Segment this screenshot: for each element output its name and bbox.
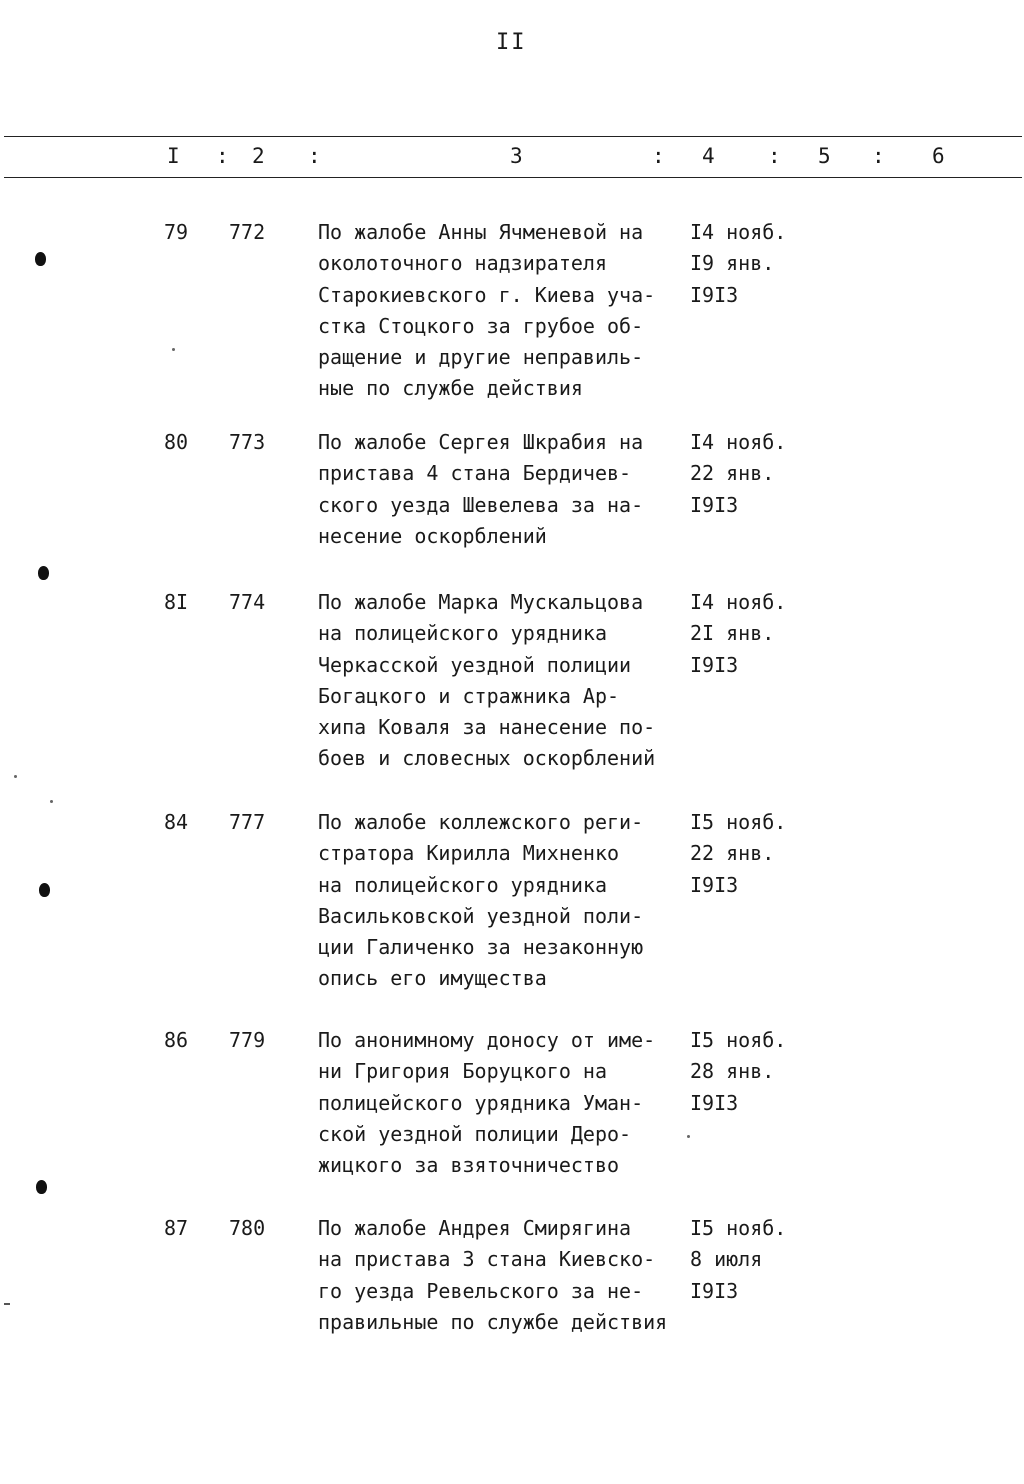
description-line: По жалобе Сергея Шкрабия на <box>318 430 644 454</box>
start-date: I4 нояб. <box>690 430 787 454</box>
start-date: I4 нояб. <box>690 220 787 244</box>
end-date: 2I янв. <box>690 621 775 646</box>
scan-speck <box>14 775 17 778</box>
column-header-2: 2 <box>252 144 265 168</box>
description-line: на пристава 3 стана Киевско- <box>318 1247 656 1272</box>
case-description <box>318 1025 698 1181</box>
column-separator: : <box>872 144 885 168</box>
description-line: ции Галиченко за незаконную <box>318 935 644 960</box>
column-separator: : <box>308 144 321 168</box>
end-date: I9 янв. <box>690 251 775 276</box>
case-dates <box>690 587 820 681</box>
header-rule-bottom <box>4 177 1022 178</box>
case-description <box>318 1213 698 1338</box>
scan-speck <box>172 348 175 351</box>
header-rule-top <box>4 136 1022 137</box>
description-line: опись его имущества <box>318 966 547 991</box>
year: I9I3 <box>690 652 739 677</box>
end-date: 28 янв. <box>690 1059 775 1084</box>
description-line: Васильковской уездной поли- <box>318 903 644 928</box>
end-date: 22 янв. <box>690 841 775 866</box>
binding-hole <box>38 566 49 580</box>
description-line: ни Григория Боруцкого на <box>318 1059 607 1084</box>
column-separator: : <box>216 144 229 168</box>
description-line: на полицейского урядника <box>318 872 607 897</box>
description-line: По жалобе коллежского реги- <box>318 810 644 834</box>
row-number: 8I <box>164 590 189 614</box>
column-header-4: 4 <box>702 144 715 168</box>
description-line: хипа Коваля за нанесение по- <box>318 715 656 740</box>
case-description <box>318 587 698 775</box>
case-number: 779 <box>229 1028 266 1052</box>
column-header-5: 5 <box>818 144 831 168</box>
start-date: I5 нояб. <box>690 1028 787 1052</box>
description-line: го уезда Ревельского за не- <box>318 1278 644 1303</box>
case-description <box>318 217 698 405</box>
case-dates <box>690 217 820 311</box>
column-separator: : <box>768 144 781 168</box>
case-description <box>318 807 698 995</box>
description-line: По анонимному доносу от име- <box>318 1028 656 1052</box>
column-header-1: I <box>167 144 180 168</box>
scan-speck <box>687 1135 690 1138</box>
case-number: 773 <box>229 430 266 454</box>
binding-hole <box>39 883 50 897</box>
end-date: 8 июля <box>690 1247 763 1272</box>
row-number: 87 <box>164 1216 189 1240</box>
start-date: I5 нояб. <box>690 1216 787 1240</box>
case-number: 772 <box>229 220 266 244</box>
start-date: I5 нояб. <box>690 810 787 834</box>
description-line: По жалобе Марка Мускальцова <box>318 590 644 614</box>
start-date: I4 нояб. <box>690 590 787 614</box>
description-line: жицкого за взяточничество <box>318 1153 620 1178</box>
year: I9I3 <box>690 492 739 517</box>
description-line: ные по службе действия <box>318 376 583 401</box>
description-line: стка Стоцкого за грубое об- <box>318 313 644 338</box>
description-line: ского уезда Шевелева за на- <box>318 492 644 517</box>
description-line: боев и словесных оскорблений <box>318 746 656 771</box>
year: I9I3 <box>690 872 739 897</box>
end-date: 22 янв. <box>690 461 775 486</box>
column-header-6: 6 <box>932 144 945 168</box>
description-line: несение оскорблений <box>318 523 547 548</box>
row-number: 84 <box>164 810 189 834</box>
description-line: ращение и другие неправиль- <box>318 345 644 370</box>
description-line: Богацкого и стражника Ар- <box>318 683 620 708</box>
page-number: II <box>496 30 527 55</box>
case-description <box>318 427 698 552</box>
margin-mark <box>4 1303 10 1305</box>
year: I9I3 <box>690 1090 739 1115</box>
description-line: на полицейского урядника <box>318 621 607 646</box>
description-line: пристава 4 стана Бердичев- <box>318 461 632 486</box>
description-line: По жалобе Анны Ячменевой на <box>318 220 644 244</box>
description-line: полицейского урядника Уман- <box>318 1090 644 1115</box>
description-line: ской уездной полиции Деро- <box>318 1121 632 1146</box>
column-separator: : <box>652 144 665 168</box>
case-dates <box>690 1213 820 1307</box>
binding-hole <box>35 252 46 266</box>
row-number: 79 <box>164 220 189 244</box>
description-line: Черкасской уездной полиции <box>318 652 632 677</box>
case-number: 780 <box>229 1216 266 1240</box>
row-number: 80 <box>164 430 189 454</box>
description-line: Старокиевского г. Киева уча- <box>318 282 656 307</box>
year: I9I3 <box>690 1278 739 1303</box>
year: I9I3 <box>690 282 739 307</box>
description-line: стратора Кирилла Михненко <box>318 841 620 866</box>
case-dates <box>690 1025 820 1119</box>
case-number: 774 <box>229 590 266 614</box>
column-header-3: 3 <box>510 144 523 168</box>
binding-hole <box>36 1180 47 1194</box>
description-line: По жалобе Андрея Смирягина <box>318 1216 632 1240</box>
case-dates <box>690 807 820 901</box>
case-number: 777 <box>229 810 266 834</box>
row-number: 86 <box>164 1028 189 1052</box>
scan-speck <box>50 800 53 803</box>
description-line: правильные по службе действия <box>318 1309 668 1334</box>
description-line: околоточного надзирателя <box>318 251 607 276</box>
case-dates <box>690 427 820 521</box>
